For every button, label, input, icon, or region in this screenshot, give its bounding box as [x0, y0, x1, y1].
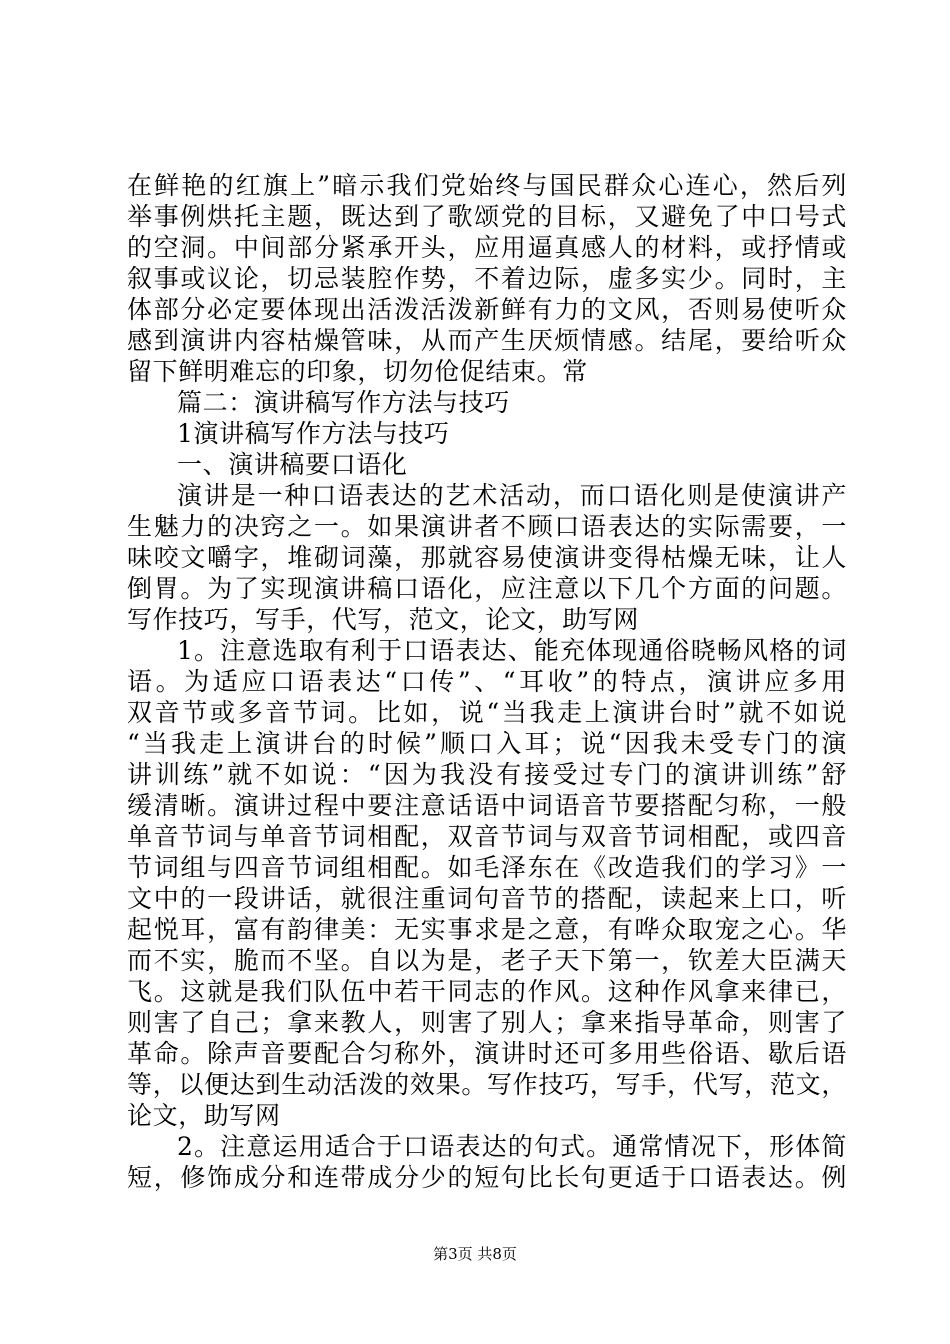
text-line: 节词组与四音节词组相配。如毛泽东在《改造我们的学习》一	[127, 853, 847, 882]
text-line: 在鲜艳的红旗上”暗示我们党始终与国民群众心连心，然后列	[127, 171, 847, 200]
text-line: 论文，助写网	[127, 1101, 281, 1130]
text-line: 演讲是一种口语表达的艺术活动，而口语化则是使演讲产	[177, 481, 847, 510]
text-line: 叙事或议论，切忌装腔作势，不着边际，虚多实少。同时，主	[127, 264, 847, 293]
text-line: 感到演讲内容枯燥管味，从而产生厌烦情感。结尾，要给听众	[127, 326, 847, 355]
text-line: 双音节或多音节词。比如，说“当我走上演讲台时”就不如说	[127, 698, 847, 727]
text-line: 留下鲜明难忘的印象，切勿伧促结束。常	[127, 357, 588, 386]
text-line: 1。注意选取有利于口语表达、能充体现通俗晓畅风格的词	[177, 636, 847, 665]
text-line: 语。为适应口语表达“口传”、“耳收”的特点，演讲应多用	[127, 667, 847, 696]
page-footer: 第3页 共8页	[433, 1245, 517, 1263]
text-line: 的空洞。中间部分紧承开头，应用逼真感人的材料，或抒情或	[127, 233, 847, 262]
text-line: 1演讲稿写作方法与技巧	[177, 419, 450, 448]
text-line: “当我走上演讲台的时候”顺口入耳；说“因我未受专门的演	[127, 729, 847, 758]
text-line: 倒胃。为了实现演讲稿口语化，应注意以下几个方面的问题。	[127, 574, 847, 603]
text-line: 短，修饰成分和连带成分少的短句比长句更适于口语表达。例	[127, 1163, 847, 1192]
text-line: 举事例烘托主题，既达到了歌颂党的目标，又避免了中口号式	[127, 202, 847, 231]
text-line: 缓清晰。演讲过程中要注意话语中词语音节要搭配匀称，一般	[127, 791, 847, 820]
text-line: 一、演讲稿要口语化	[177, 450, 408, 479]
text-line: 讲训练”就不如说：“因为我没有接受过专门的演讲训练”舒	[127, 760, 847, 789]
text-line: 飞。这就是我们队伍中若干同志的作风。这种作风拿来律已，	[127, 977, 847, 1006]
text-line: 等，以便达到生动活泼的效果。写作技巧，写手，代写，范文，	[127, 1070, 847, 1099]
body-text	[127, 170, 847, 1193]
text-line: 2。注意运用适合于口语表达的句式。通常情况下，形体简	[177, 1132, 847, 1161]
text-line: 单音节词与单音节词相配，双音节词与双音节词相配，或四音	[127, 822, 847, 851]
text-line: 味咬文嚼字，堆砌词藻，那就容易使演讲变得枯燥无味，让人	[127, 543, 847, 572]
text-line: 体部分必定要体现出活泼活泼新鲜有力的文风，否则易使听众	[127, 295, 847, 324]
text-line: 而不实，脆而不坚。自以为是，老子天下第一，钦差大臣满天	[127, 946, 847, 975]
text-line: 起悦耳，富有韵律美：无实事求是之意，有哗众取宠之心。华	[127, 915, 847, 944]
text-line: 革命。除声音要配合匀称外，演讲时还可多用些俗语、歇后语	[127, 1039, 847, 1068]
text-line: 则害了自己；拿来教人，则害了别人；拿来指导革命，则害了	[127, 1008, 847, 1037]
text-line: 生魅力的决窍之一。如果演讲者不顾口语表达的实际需要，一	[127, 512, 847, 541]
text-line: 写作技巧，写手，代写，范文，论文，助写网	[127, 605, 640, 634]
text-line: 篇二：演讲稿写作方法与技巧	[177, 388, 510, 417]
text-line: 文中的一段讲话，就很注重词句音节的搭配，读起来上口，听	[127, 884, 847, 913]
